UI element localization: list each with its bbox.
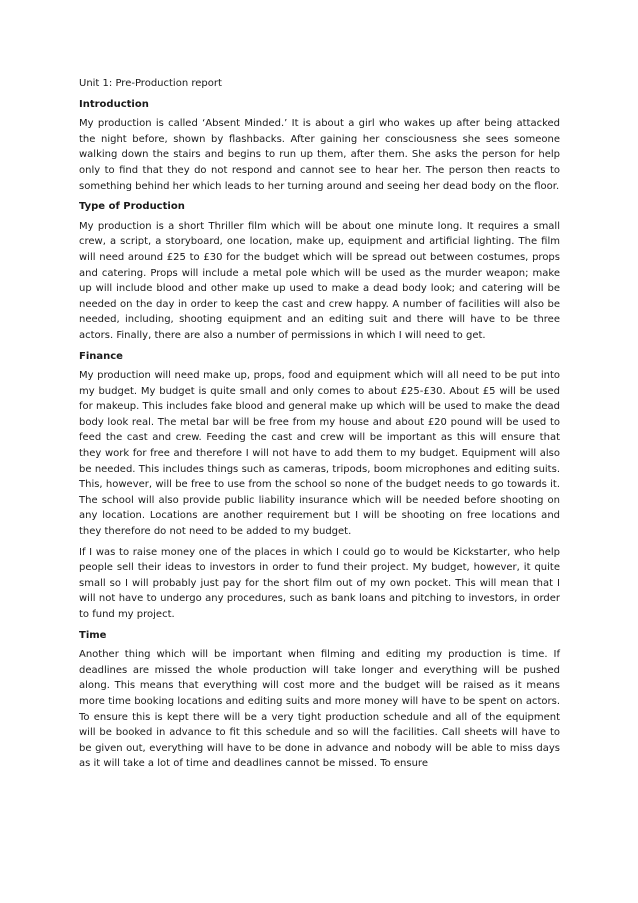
section-heading: Type of Production <box>79 201 185 213</box>
section-heading: Introduction <box>79 98 149 110</box>
section-paragraph: My production is a short Thriller film which will be about one minute long. It requires a small crew, a script, a storyboard, one location, make up, equipment and artificial lighting. The film will need around £25 to £30 for the budget which will be spread out between costumes, props and catering. Props will include a metal pole which will be used as the murder weapon; make up will include blood and other make up used to make a dead body look; and catering will be needed on the day in order to keep the cast and crew happy. A number of facilities will also be needed, including, shooting equipment and an editing suit and there will have to be three actors. Finally, there are also a number of permissions in which I will need to get. <box>79 220 560 341</box>
section-heading: Time <box>79 629 107 641</box>
section-time <box>79 628 560 772</box>
section-type-of-production <box>79 199 560 343</box>
section-paragraph: My production is called ‘Absent Minded.’ It is about a girl who wakes up after being attacked the night before, shown by flashbacks. After gaining her consciousness she sees someone walking down the stairs and begins to run up them, after them. She asks the person for help only to find that they do not respond and cannot see to hear her. The person then reacts to something behind her which leads to her turning around and seeing her dead body on the floor. <box>79 118 560 192</box>
section-paragraph: My production will need make up, props, food and equipment which will all need to be put into my budget. My budget is quite small and only comes to about £25-£30. About £5 will be used for makeup. This includes fake blood and general make up which will be used to make the dead body look real. The metal bar will be free from my house and about £20 pound will be used to feed the cast and crew. Feeding the cast and crew will be important as this will ensure that they work for free and therefore I will not have to add them to my budget. Equipment will also be needed. This includes things such as cameras, tripods, boom microphones and editing suits. This, however, will be free to use from the school so none of the budget needs to go towards it. The school will also provide public liability insurance which will be needed before shooting on any location. Locations are another requirement but I will be shooting on free locations and they therefore do not need to be added to my budget. <box>79 370 560 538</box>
section-heading: Finance <box>79 350 123 362</box>
section-paragraph: If I was to raise money one of the places in which I could go to would be Kickstarter, who help people sell their ideas to investors in order to fund their project. My budget, however, it quite small so I will probably just pay for the short film out of my own pocket. This will mean that I will not have to undergo any procedures, such as bank loans and pitching to investors, in order to fund my project. <box>79 546 560 620</box>
section-finance <box>79 349 560 623</box>
document-title: Unit 1: Pre-Production report <box>79 78 222 89</box>
section-paragraph: Another thing which will be important when filming and editing my production is time. If deadlines are missed the whole production will take longer and everything will be pushed along. This means that everything will cost more and the budget will be raised as it means more time booking locations and editing suits and more money will have to be spent on actors. To ensure this is kept there will be a very tight production schedule and all of the equipment will be booked in advance to fit this schedule and so will the facilities. Call sheets will have to be given out, everything will have to be done in advance and nobody will be able to miss days as it will take a lot of time and deadlines cannot be missed. To ensure <box>79 649 560 770</box>
document-page <box>79 76 560 777</box>
section-introduction <box>79 97 560 195</box>
